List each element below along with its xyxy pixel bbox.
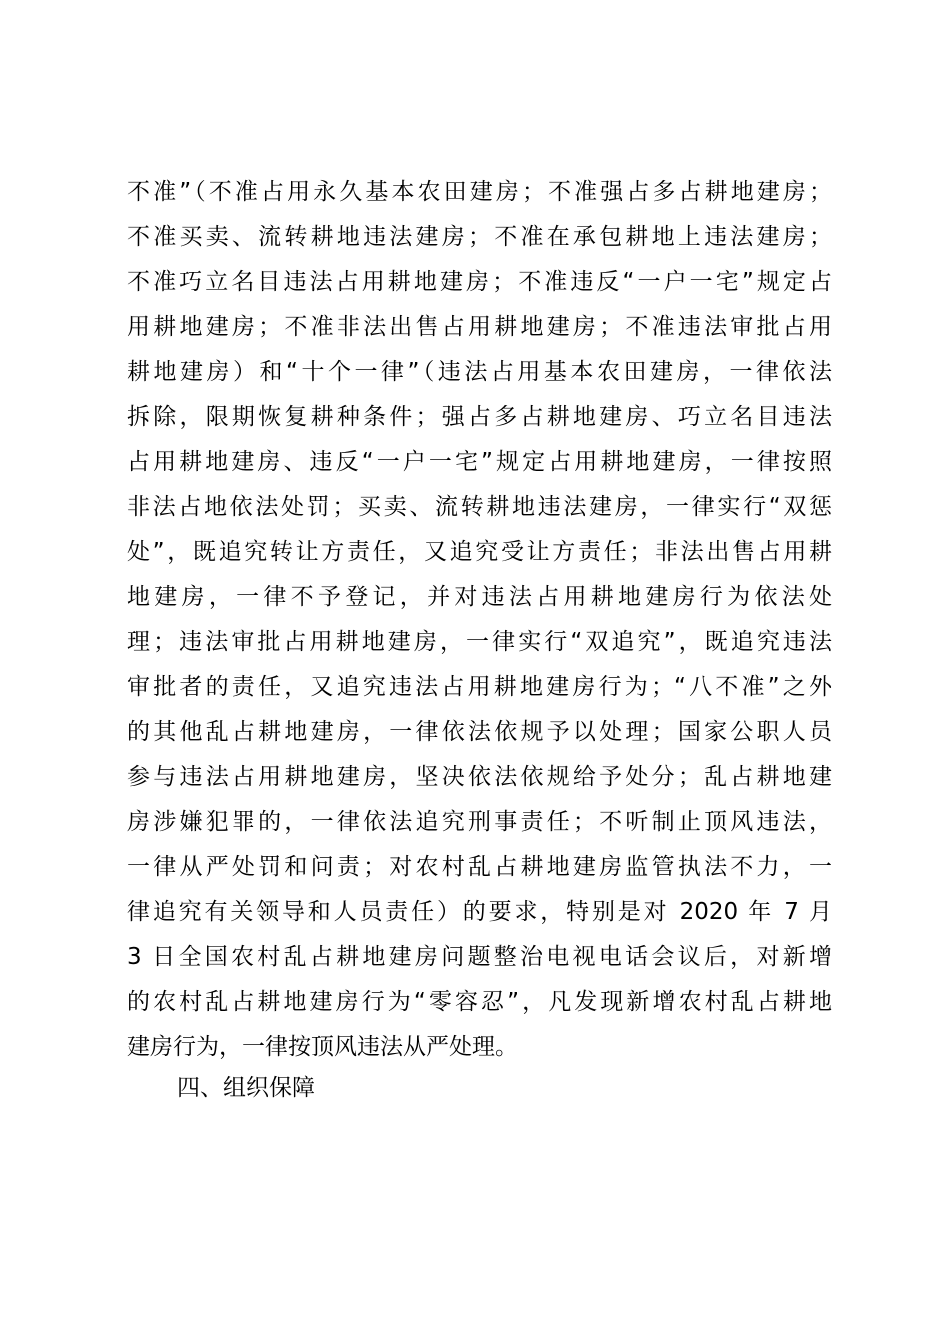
paragraph-line: 耕地建房）和“十个一律”（违法占用基本农田建房，一律依法	[127, 359, 832, 385]
paragraph-line: 律追究有关领导和人员责任）的要求，特别是对 2020 年 7 月	[127, 899, 832, 925]
paragraph-line: 建房行为，一律按顶风违法从严处理。	[127, 1034, 518, 1060]
paragraph-line: 的农村乱占耕地建房行为“零容忍”，凡发现新增农村乱占耕地	[127, 989, 832, 1015]
paragraph-line: 用耕地建房；不准非法出售占用耕地建房；不准违法审批占用	[127, 314, 832, 340]
paragraph-line: 3 日全国农村乱占耕地建房问题整治电视电话会议后，对新增	[127, 944, 832, 970]
paragraph-line: 的其他乱占耕地建房，一律依法依规予以处理；国家公职人员	[127, 719, 832, 745]
paragraph-line: 房涉嫌犯罪的，一律依法追究刑事责任；不听制止顶风违法，	[127, 809, 832, 835]
paragraph-line: 不准”（不准占用永久基本农田建房；不准强占多占耕地建房；	[127, 179, 832, 205]
paragraph-line: 占用耕地建房、违反“一户一宅”规定占用耕地建房，一律按照	[127, 449, 832, 475]
section-heading: 四、组织保障	[177, 1075, 315, 1101]
paragraph-line: 理；违法审批占用耕地建房，一律实行“双追究”，既追究违法	[127, 629, 832, 655]
paragraph-line: 不准巧立名目违法占用耕地建房；不准违反“一户一宅”规定占	[127, 269, 832, 295]
paragraph-line: 非法占地依法处罚；买卖、流转耕地违法建房，一律实行“双惩	[127, 494, 832, 520]
paragraph-line: 地建房，一律不予登记，并对违法占用耕地建房行为依法处	[127, 584, 832, 610]
paragraph-line: 参与违法占用耕地建房，坚决依法依规给予处分；乱占耕地建	[127, 764, 832, 790]
body-paragraph	[127, 170, 832, 1070]
paragraph-line: 一律从严处罚和问责；对农村乱占耕地建房监管执法不力，一	[127, 854, 832, 880]
paragraph-line: 拆除，限期恢复耕种条件；强占多占耕地建房、巧立名目违法	[127, 404, 832, 430]
paragraph-line: 审批者的责任，又追究违法占用耕地建房行为；“八不准”之外	[127, 674, 832, 700]
paragraph-line: 不准买卖、流转耕地违法建房；不准在承包耕地上违法建房；	[127, 224, 832, 250]
paragraph-line: 处”，既追究转让方责任，又追究受让方责任；非法出售占用耕	[127, 539, 832, 565]
